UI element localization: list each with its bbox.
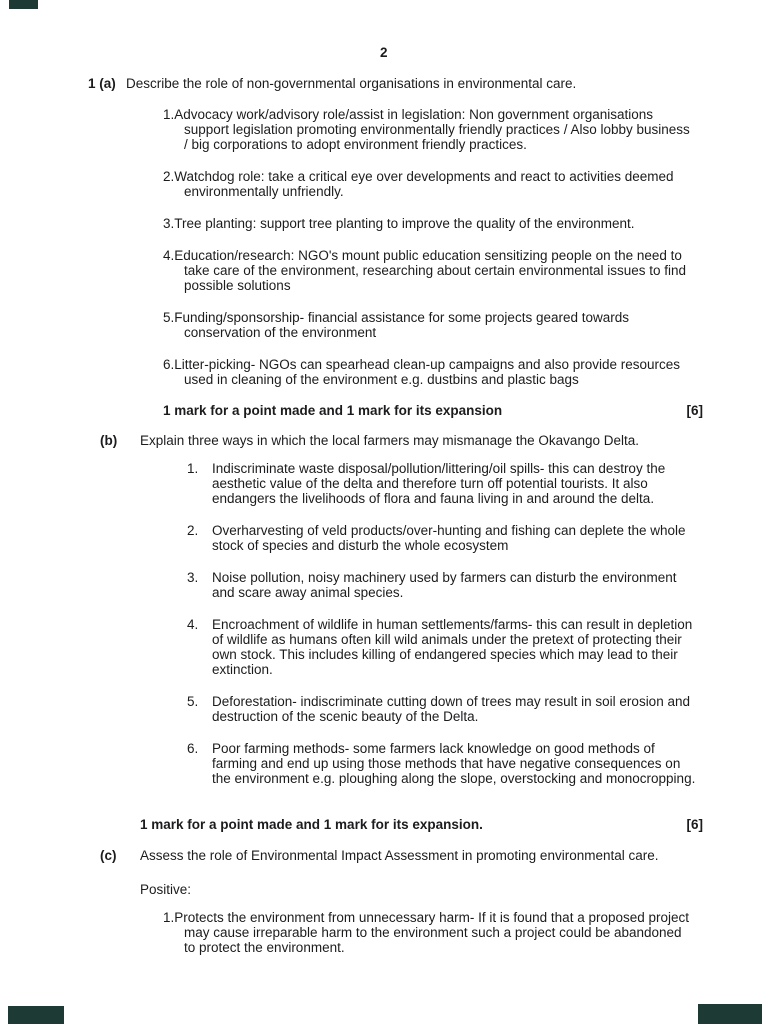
page-number: 2 xyxy=(379,45,388,60)
item-number: 4. xyxy=(187,617,199,632)
list-item xyxy=(187,617,697,677)
item-number: 1. xyxy=(163,910,175,925)
item-number: 3. xyxy=(163,216,175,231)
item-number: 6. xyxy=(187,741,199,756)
item-number: 5. xyxy=(163,310,175,325)
item-text: Watchdog role: take a critical eye over developments and react to activities deemed environmentally unfriendly. xyxy=(174,169,674,199)
item-text: Poor farming methods- some farmers lack knowledge on good methods of farming and end up using those methods that have negative consequences on the environment e.g. ploughing along the slope, overstocking and monocropping. xyxy=(212,741,696,786)
marking-note-1a xyxy=(163,403,703,418)
answer-list-b xyxy=(187,461,697,803)
list-item xyxy=(187,741,697,786)
question-c-text: Assess the role of Environmental Impact Assessment in promoting environmental care. xyxy=(140,848,659,863)
list-item xyxy=(163,216,693,231)
item-text: Protects the environment from unnecessary harm- If it is found that a proposed project may cause irreparable harm to the environment such a project could be abandoned to protect the environment. xyxy=(174,910,690,955)
item-text: Deforestation- indiscriminate cutting down of trees may result in soil erosion and destruction of the scenic beauty of the Delta. xyxy=(212,694,690,724)
list-item xyxy=(163,107,693,152)
item-number: 2. xyxy=(163,169,175,184)
item-text: Advocacy work/advisory role/assist in legislation: Non government organisations support legislation promoting environmentally friendly practices / Also lobby business / big corporations to adopt environment friendly practices. xyxy=(174,107,690,152)
list-item xyxy=(163,169,693,199)
question-c xyxy=(100,848,740,863)
scan-corner-artifact-bottom-right xyxy=(698,1004,762,1024)
question-1a xyxy=(88,76,738,91)
question-b-text: Explain three ways in which the local farmers may mismanage the Okavango Delta. xyxy=(140,433,639,448)
list-item xyxy=(163,310,693,340)
question-1a-text: Describe the role of non-governmental organisations in environmental care. xyxy=(126,76,577,91)
item-text: Education/research: NGO's mount public education sensitizing people on the need to take care of the environment, researching about certain environmental issues to find possible solutions xyxy=(174,248,687,293)
marks-badge: [6] xyxy=(686,817,703,832)
item-text: Funding/sponsorship- financial assistance for some projects geared towards conservation of the environment xyxy=(174,310,630,340)
list-item xyxy=(187,570,697,600)
marks-badge: [6] xyxy=(686,403,703,418)
question-b xyxy=(100,433,740,448)
marking-note-text: 1 mark for a point made and 1 mark for its expansion. xyxy=(140,817,483,832)
list-item xyxy=(163,248,693,293)
list-item xyxy=(187,694,697,724)
item-text: Litter-picking- NGOs can spearhead clean-up campaigns and also provide resources used in cleaning of the environment e.g. dustbins and plastic bags xyxy=(174,357,681,387)
item-number: 3. xyxy=(187,570,199,585)
item-number: 2. xyxy=(187,523,199,538)
marking-note-text: 1 mark for a point made and 1 mark for its expansion xyxy=(163,403,503,418)
list-item xyxy=(187,523,697,553)
item-number: 6. xyxy=(163,357,175,372)
positive-subheading: Positive: xyxy=(140,882,192,897)
item-text: Noise pollution, noisy machinery used by farmers can disturb the environment and scare away animal species. xyxy=(212,570,677,600)
item-number: 1. xyxy=(187,461,199,476)
scan-corner-artifact-bottom-left xyxy=(8,1006,64,1024)
list-item xyxy=(163,357,693,387)
item-text: Overharvesting of veld products/over-hunting and fishing can deplete the whole stock of species and disturb the whole ecosystem xyxy=(212,523,686,553)
question-1a-label: 1 (a) xyxy=(88,76,116,91)
item-number: 5. xyxy=(187,694,199,709)
list-item xyxy=(187,461,697,506)
item-text: Encroachment of wildlife in human settlements/farms- this can result in depletion of wildlife as humans often kill wild animals under the pretext of protecting their own stock. This includes killing of endangered species which may lead to their extinction. xyxy=(212,617,693,677)
scan-corner-artifact-top-left xyxy=(9,0,38,9)
answer-list-c xyxy=(163,910,693,972)
question-b-label: (b) xyxy=(100,433,118,448)
item-text: Indiscriminate waste disposal/pollution/littering/oil spills- this can destroy the aesthetic value of the delta and therefore turn off potential tourists. It also endangers the livelihoods of flora and fauna living in and around the delta. xyxy=(212,461,666,506)
item-number: 4. xyxy=(163,248,175,263)
item-number: 1. xyxy=(163,107,175,122)
marking-note-b xyxy=(140,817,703,832)
item-text: Tree planting: support tree planting to improve the quality of the environment. xyxy=(174,216,635,231)
question-c-label: (c) xyxy=(100,848,117,863)
list-item xyxy=(163,910,693,955)
answer-list-1a xyxy=(163,107,693,404)
